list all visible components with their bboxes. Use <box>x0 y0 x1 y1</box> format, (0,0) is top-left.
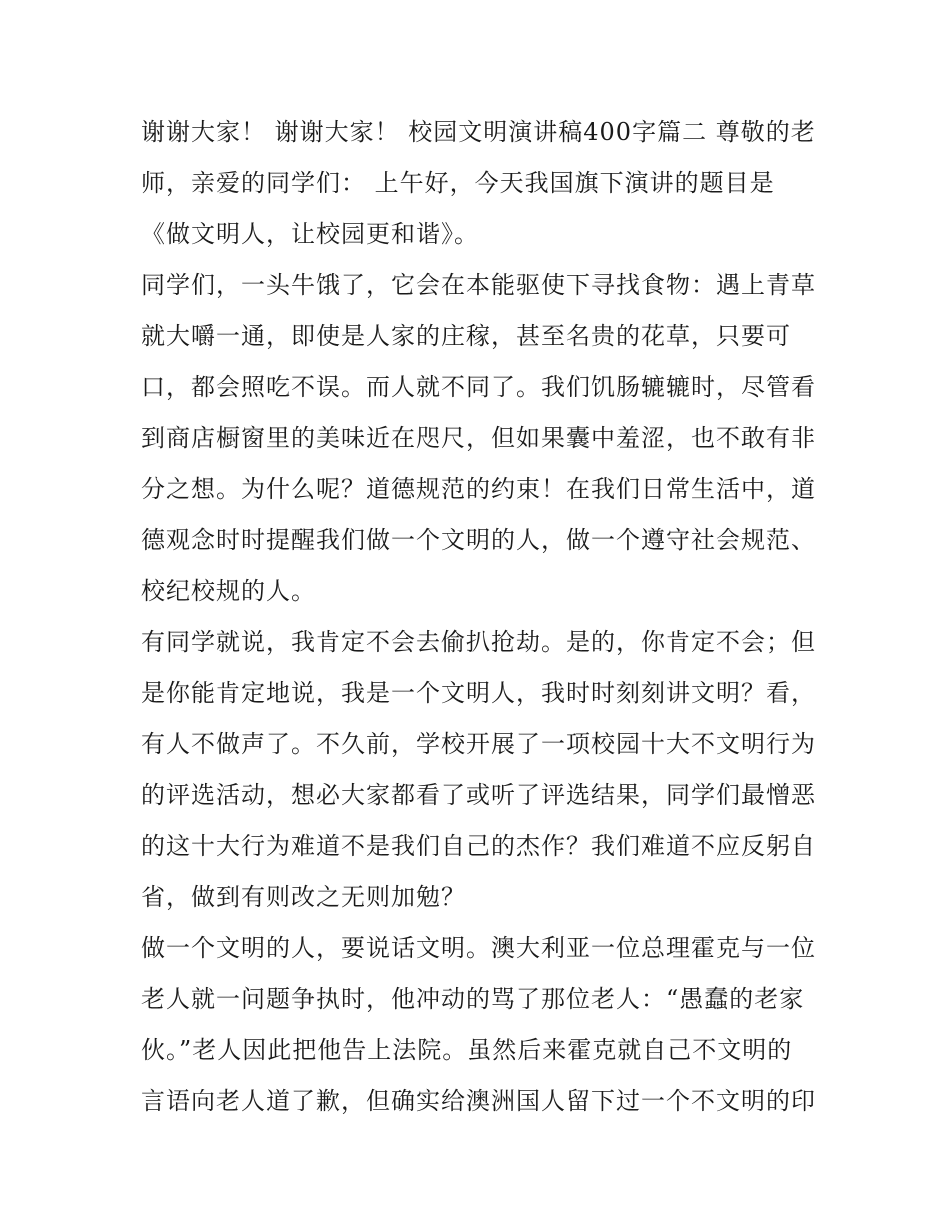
text-line: 师，亲爱的同学们： 上午好，今天我国旗下演讲的题目是 <box>141 169 775 197</box>
text-line: 老人就一问题争执时，他冲动的骂了那位老人：“愚蠢的老家 <box>141 985 805 1013</box>
text-line: 同学们，一头牛饿了，它会在本能驱使下寻找食物：遇上青草 <box>141 271 816 299</box>
document-body <box>141 107 816 1127</box>
text-line: 分之想。为什么呢？道德规范的约束！在我们日常生活中，道 <box>141 475 816 503</box>
text-line: 有同学就说，我肯定不会去偷扒抢劫。是的，你肯定不会；但 <box>141 628 816 656</box>
text-line: 德观念时时提醒我们做一个文明的人，做一个遵守社会规范、 <box>141 526 816 554</box>
text-line: 的这十大行为难道不是我们自己的杰作？我们难道不应反躬自 <box>141 832 816 860</box>
text-line: 是你能肯定地说，我是一个文明人，我时时刻刻讲文明？看， <box>141 679 816 707</box>
text-line: 伙。”老人因此把他告上法院。虽然后来霍克就自己不文明的 <box>141 1036 793 1064</box>
text-line: 的评选活动，想必大家都看了或听了评选结果，同学们最憎恶 <box>141 781 816 809</box>
text-line: 做一个文明的人，要说话文明。澳大利亚一位总理霍克与一位 <box>141 934 816 962</box>
text-line: 口，都会照吃不误。而人就不同了。我们饥肠辘辘时，尽管看 <box>141 373 816 401</box>
text-line: 谢谢大家！ 谢谢大家！ 校园文明演讲稿400字篇二 尊敬的老 <box>141 118 816 146</box>
text-line: 言语向老人道了歉，但确实给澳洲国人留下过一个不文明的印 <box>141 1087 816 1115</box>
text-line: 《做文明人，让校园更和谐》。 <box>141 220 479 248</box>
text-line: 校纪校规的人。 <box>141 577 316 605</box>
text-line: 就大嚼一通，即使是人家的庄稼，甚至名贵的花草，只要可 <box>141 322 791 350</box>
text-line: 省，做到有则改之无则加勉？ <box>141 883 466 911</box>
text-line: 到商店橱窗里的美味近在咫尺，但如果囊中羞涩，也不敢有非 <box>141 424 816 452</box>
text-line: 有人不做声了。不久前，学校开展了一项校园十大不文明行为 <box>141 730 816 758</box>
